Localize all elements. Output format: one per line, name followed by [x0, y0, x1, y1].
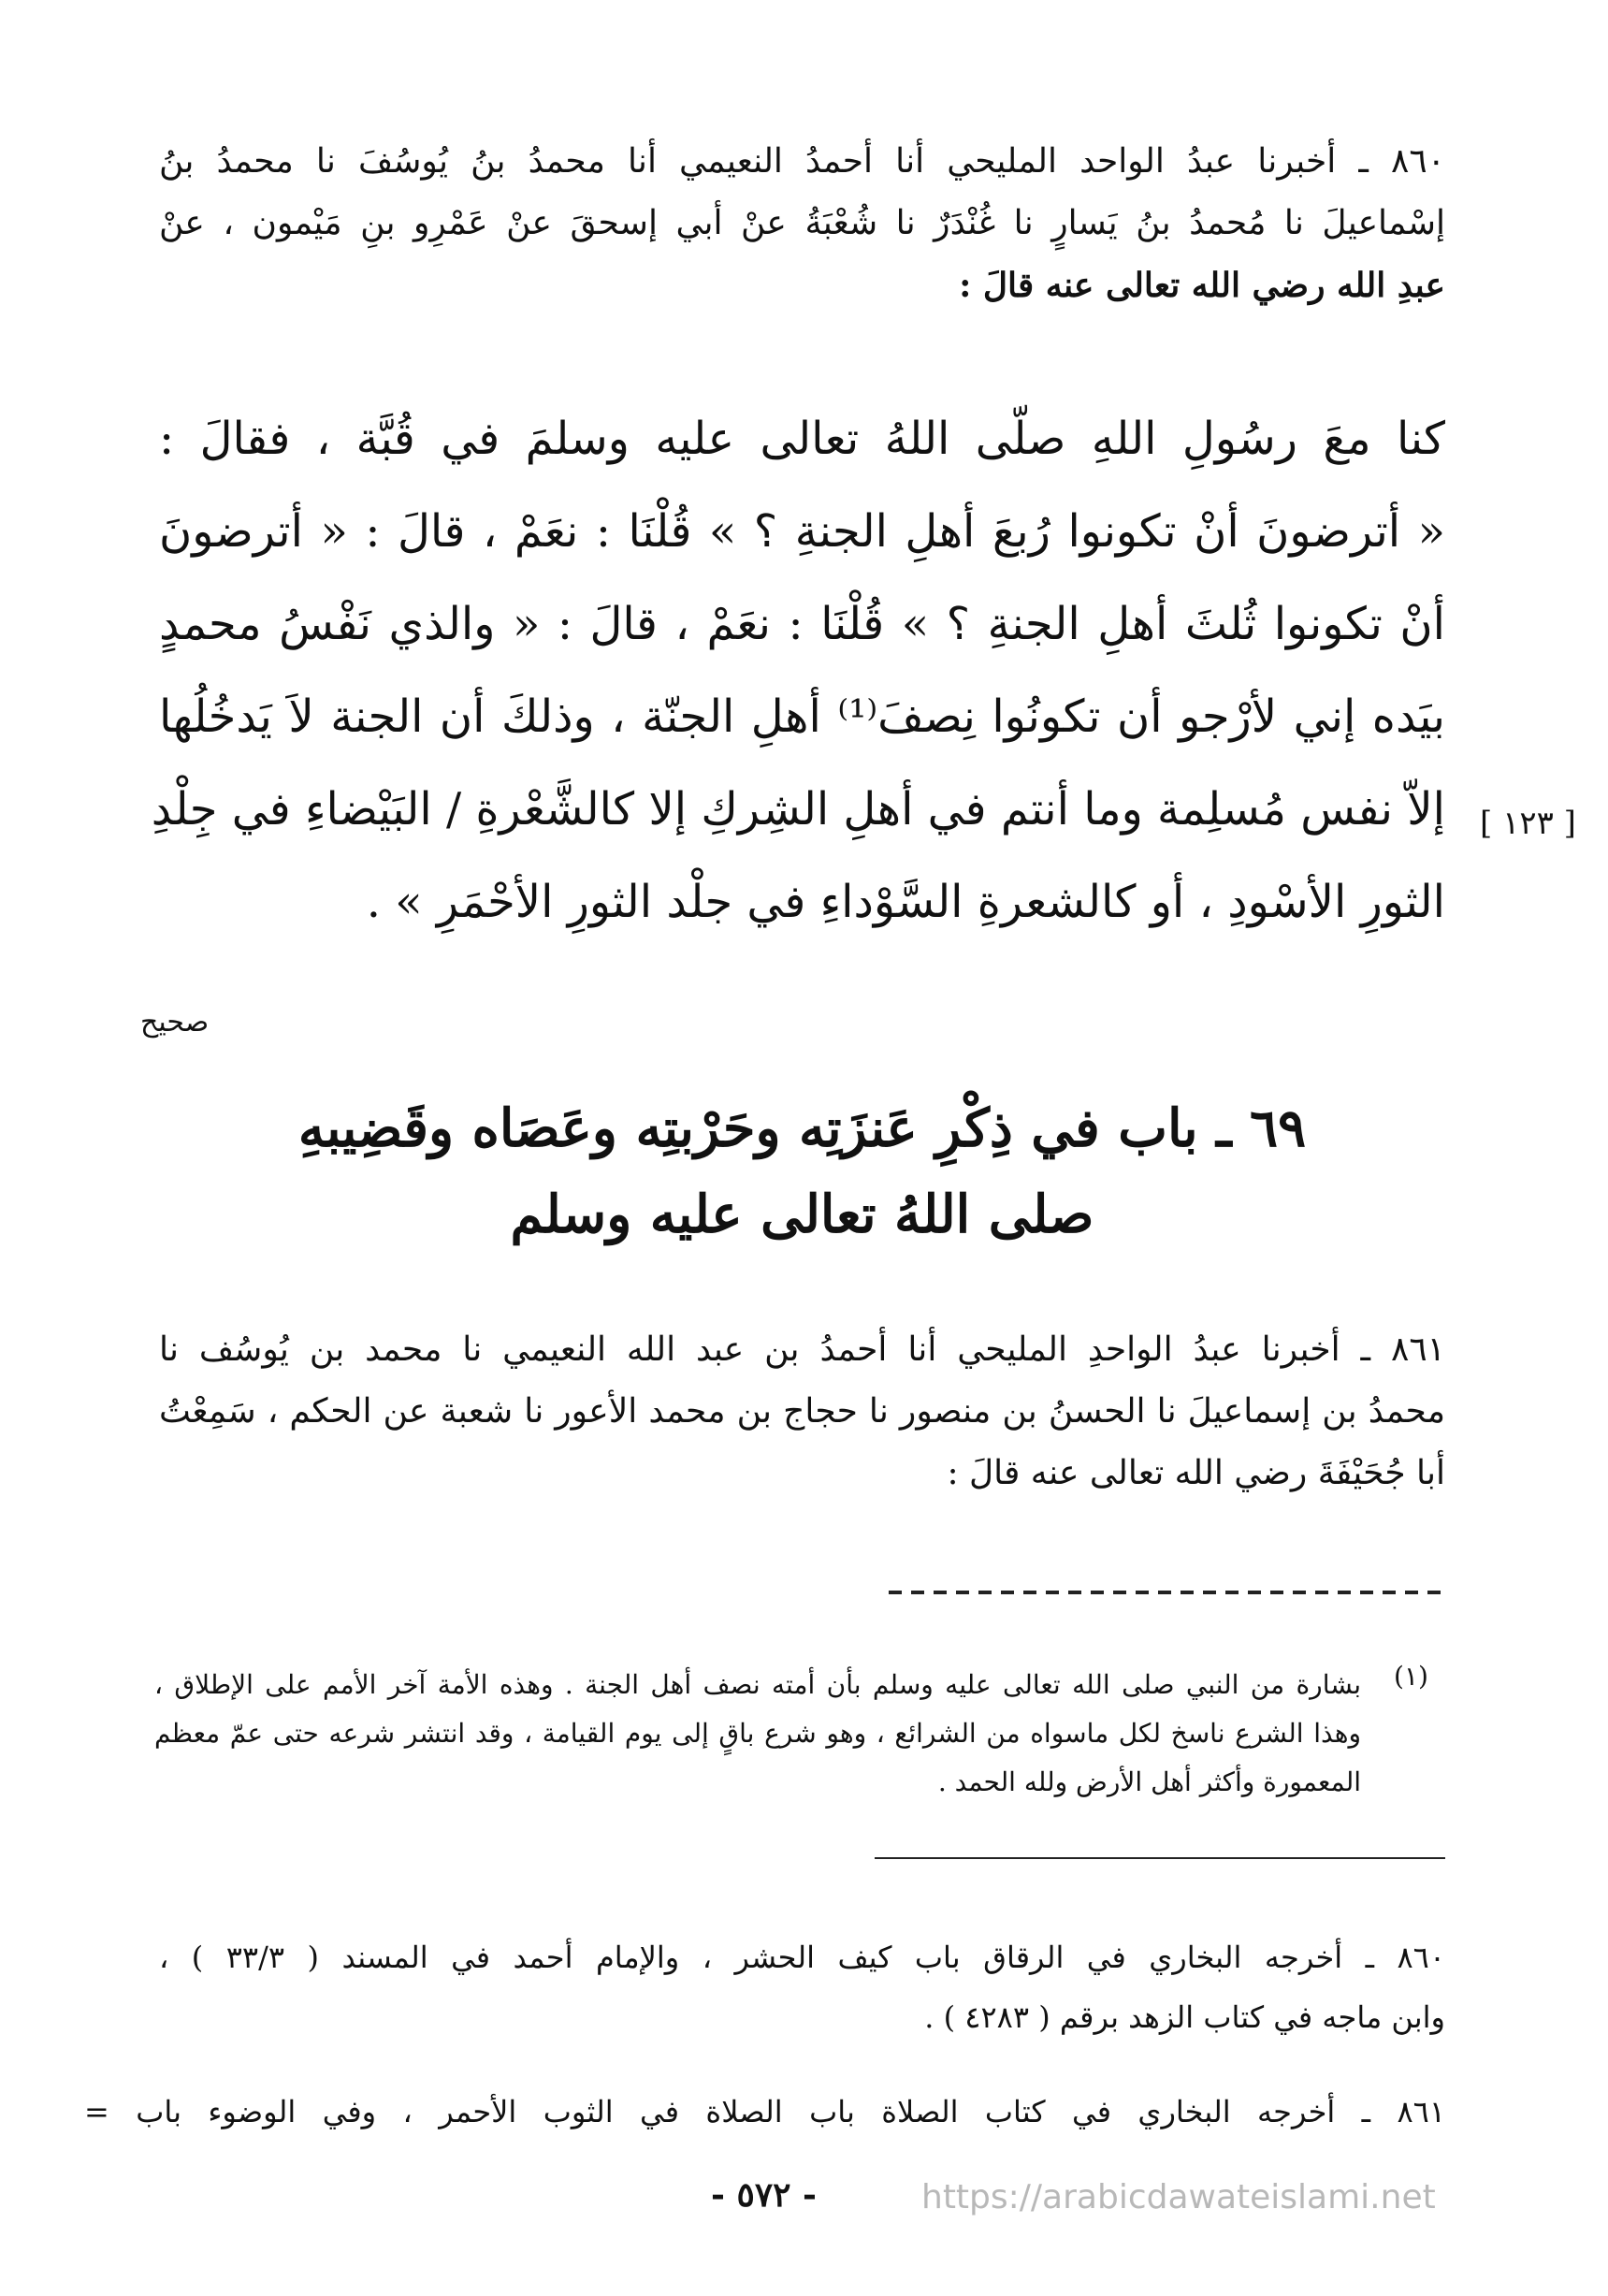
chapter-title-line-2: صلى اللهُ تعالى عليه وسلم: [510, 1184, 1094, 1245]
reference-860: [159, 1927, 1445, 2047]
matn-line: بيَده إني لأرْجو أن تكونُوا نِصفَ⁽¹⁾ أهلِ الجنّة ، وذلكَ أن الجنة لاَ يَدخُلُها: [159, 690, 1445, 743]
footnote-rule: [875, 1857, 1445, 1859]
isnad-line: ٨٦١ ـ أخبرنا عبدُ الواحدِ المليحي أنا أحمدُ بن عبد الله النعيمي نا محمد بن يُوسُف نا: [159, 1330, 1445, 1369]
isnad-line: أبا جُحَيْفَةَ رضي الله تعالى عنه قالَ :: [947, 1454, 1445, 1492]
matn-line: أنْ تكونوا ثُلثَ أهلِ الجنةِ ؟ » قُلْنَا : نعَمْ ، قالَ : « والذي نَفْسُ محمدٍ: [159, 598, 1445, 650]
reference-line: ٨٦١ ـ أخرجه البخاري في كتاب الصلاة باب الصلاة في الثوب الأحمر ، وفي الوضوء باب =: [84, 2094, 1445, 2129]
chapter-heading: [159, 1085, 1445, 1257]
reference-line: ٨٦٠ ـ أخرجه البخاري في الرقاق باب كيف الحشر ، والإمام أحمد في المسند ( ٣٣/٣ ) ،: [159, 1940, 1446, 1975]
isnad-line: ٨٦٠ ـ أخبرنا عبدُ الواحد المليحي أنا أحمدُ النعيمي أنا محمدُ بنُ يُوسُفَ نا محمدُ بنُ: [159, 142, 1445, 181]
dashed-separator: [889, 1591, 1445, 1594]
matn-line: الثورِ الأسْودِ ، أو كالشعرةِ السَّوْداءِ في جلْد الثورِ الأحْمَرِ » .: [366, 876, 1445, 928]
hadith-860-isnad: [159, 131, 1445, 316]
isnad-line: عبدِ الله رضي الله تعالى عنه قالَ :: [959, 266, 1445, 305]
matn-line: إلاّ نفس مُسلِمة وما أنتم في أهلِ الشِركِ إلا كالشَّعْرةِ / البَيْضاءِ في جِلْدِ: [151, 783, 1445, 836]
footnote-line: المعمورة وأكثر أهل الأرض ولله الحمد .: [937, 1766, 1361, 1797]
reference-861: [84, 2082, 1445, 2142]
chapter-title-line-1: ٦٩ ـ باب في ذِكْرِ عَنزَتِه وحَرْبتِه وعَصَاه وقَضِيبهِ: [297, 1097, 1307, 1159]
matn-line: كنا معَ رسُولِ اللهِ صلّى اللهُ تعالى عليه وسلمَ في قُبَّة ، فقالَ :: [159, 413, 1445, 465]
page-number: - ٥٧٢ -: [711, 2175, 817, 2215]
hadith-860-matn: [151, 393, 1445, 949]
isnad-line: محمدُ بن إسماعيلَ نا الحسنُ بن منصور نا حجاج بن محمد الأعور نا شعبة عن الحكم ، سَمِعْتُ: [159, 1392, 1445, 1431]
reference-line: وابن ماجه في كتاب الزهد برقم ( ٤٢٨٣ ) .: [924, 1999, 1445, 2035]
footnote-line: وهذا الشرع ناسخ لكل ماسواه من الشرائع ، وهو شرع باقٍ إلى يوم القيامة ، وقد انتشر شرعه حتى عمّ معظم: [154, 1718, 1361, 1749]
watermark-url: https://arabicdawateislami.net: [921, 2178, 1436, 2216]
isnad-line: إسْماعيلَ نا مُحمدُ بنُ يَسارٍ نا غُنْدَرٌ نا شُعْبَةُ عنْ أبي إسحقَ عنْ عَمْرِو بنِ مَيْمون ، عنْ: [159, 204, 1445, 242]
footnote-text: [154, 1661, 1361, 1807]
hadith-grade: صحيح: [140, 1006, 210, 1039]
manuscript-page-marker: [ ١٢٣ ]: [1480, 805, 1576, 842]
footnote-marker: (١): [1394, 1661, 1428, 1692]
matn-line: « أترضونَ أنْ تكونوا رُبعَ أهلِ الجنةِ ؟ » قُلْنَا : نعَمْ ، قالَ : « أترضونَ: [159, 505, 1445, 558]
footnote-line: بشارة من النبي صلى الله تعالى عليه وسلم بأن أمته نصف أهل الجنة . وهذه الأمة آخر الأمم على الإطلاق ،: [154, 1669, 1361, 1700]
hadith-861-isnad: [159, 1319, 1445, 1504]
